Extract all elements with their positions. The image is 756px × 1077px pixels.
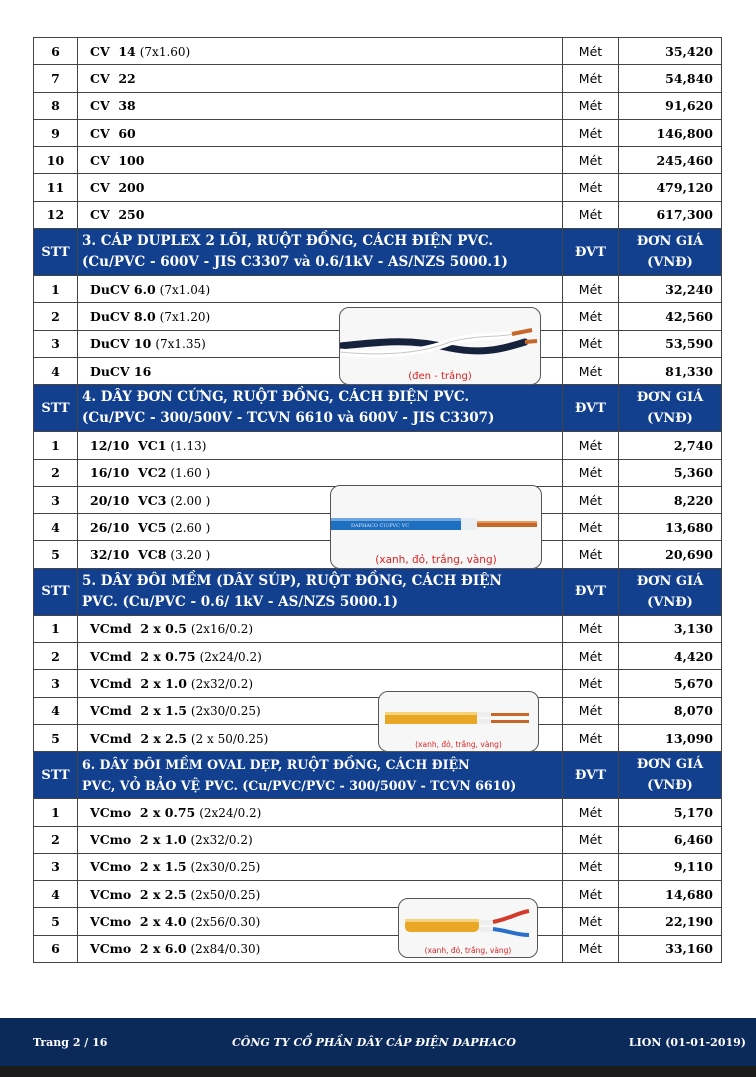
unit: Mét: [563, 92, 619, 119]
product-name: [78, 643, 563, 670]
table-row: [34, 65, 722, 92]
product-size: (2x30/0.25): [190, 860, 261, 875]
unit: Mét: [563, 514, 619, 541]
product-code: VCmd 2 x 1.0: [90, 675, 187, 691]
row-stt: 2: [34, 826, 78, 853]
header-price-line2: (VNĐ): [647, 411, 693, 427]
product-name: [78, 92, 563, 119]
product-code: 26/10 VC5: [90, 519, 167, 535]
header-stt: STT: [34, 385, 78, 432]
product-size: (2.60 ): [170, 520, 211, 535]
row-stt: 12: [34, 201, 78, 228]
table-row: [34, 119, 722, 146]
row-stt: 6: [34, 935, 78, 962]
product-code: 20/10 VC3: [90, 492, 167, 508]
product-size: (2x24/0.2): [199, 805, 262, 820]
table-row: [34, 908, 722, 935]
unit-price: 35,420: [619, 38, 722, 65]
product-name: [78, 38, 563, 65]
unit: Mét: [563, 826, 619, 853]
table-row: [34, 432, 722, 459]
row-stt: 5: [34, 724, 78, 751]
unit-price: 32,240: [619, 276, 722, 303]
header-price: [619, 385, 722, 432]
unit-price: 5,170: [619, 799, 722, 826]
product-code: VCmo 2 x 4.0: [90, 914, 187, 930]
footer-band: [0, 1066, 756, 1077]
product-code: VCmo 2 x 0.75: [90, 804, 196, 820]
unit: Mét: [563, 670, 619, 697]
oval-flat-wire-photo: [398, 898, 538, 958]
unit: Mét: [563, 459, 619, 486]
row-stt: 3: [34, 670, 78, 697]
section-title-line1: 3. CÁP DUPLEX 2 LÕI, RUỘT ĐỒNG, CÁCH ĐIỆN PVC.: [82, 233, 494, 250]
product-size: (2x32/0.2): [190, 676, 254, 691]
product-code: CV 22: [90, 70, 136, 86]
unit: Mét: [563, 38, 619, 65]
table-row: [34, 935, 722, 962]
product-name: [78, 432, 563, 459]
unit: Mét: [563, 853, 619, 880]
unit-price: 53,590: [619, 330, 722, 357]
section-title: [78, 229, 563, 276]
row-stt: 4: [34, 697, 78, 724]
row-stt: 4: [34, 881, 78, 908]
unit: Mét: [563, 697, 619, 724]
unit-price: 91,620: [619, 92, 722, 119]
product-size: (1.13): [170, 438, 207, 453]
row-stt: 9: [34, 119, 78, 146]
product-size: (7x1.04): [159, 282, 211, 297]
svg-text:DAPHACO CU/PVC VC: DAPHACO CU/PVC VC: [351, 523, 410, 529]
section-title-line1: 5. DÂY ĐÔI MỀM (DÂY SÚP), RUỘT ĐỒNG, CÁCH ĐIỆN: [82, 572, 502, 589]
company-name: CÔNG TY CỔ PHẦN DÂY CÁP ĐIỆN DAPHACO: [232, 1036, 516, 1049]
unit: Mét: [563, 643, 619, 670]
row-stt: 10: [34, 147, 78, 174]
row-stt: 4: [34, 357, 78, 384]
row-stt: 3: [34, 853, 78, 880]
section-title: [78, 385, 563, 432]
unit: Mét: [563, 935, 619, 962]
product-code: CV 200: [90, 180, 145, 196]
header-price-line2: (VNĐ): [647, 594, 693, 610]
section-title-line2: (Cu/PVC - 300/500V - TCVN 6610 và 600V - JIS C3307): [82, 410, 495, 427]
header-price-line1: ĐƠN GIÁ: [636, 234, 704, 250]
row-stt: 1: [34, 276, 78, 303]
product-code: VCmo 2 x 1.5: [90, 859, 187, 875]
product-code: DuCV 16: [90, 363, 152, 379]
row-stt: 2: [34, 459, 78, 486]
product-size: (2x16/0.2): [190, 622, 254, 637]
photo-caption: (xanh, đỏ, trắng, vàng): [375, 554, 497, 566]
header-unit: ĐVT: [563, 385, 619, 432]
unit: Mét: [563, 908, 619, 935]
product-code: DuCV 6.0: [90, 281, 156, 297]
unit-price: 9,110: [619, 853, 722, 880]
unit-price: 479,120: [619, 174, 722, 201]
unit: Mét: [563, 330, 619, 357]
table-row: [34, 615, 722, 642]
header-stt: STT: [34, 229, 78, 276]
header-price-line2: (VNĐ): [647, 255, 693, 271]
document-label: LION (01-01-2019): [628, 1036, 746, 1049]
table-row: [34, 853, 722, 880]
section-title-line2: PVC. (Cu/PVC - 0.6/ 1kV - AS/NZS 5000.1): [82, 593, 398, 610]
page-number: Trang 2 / 16: [33, 1036, 108, 1049]
single-wire-photo: [330, 485, 542, 569]
product-size: (7x1.20): [159, 310, 211, 325]
unit-price: 5,670: [619, 670, 722, 697]
unit-price: 8,070: [619, 697, 722, 724]
unit: Mét: [563, 615, 619, 642]
section-title-line1: 6. DÂY ĐÔI MỀM OVAL DẸP, RUỘT ĐỒNG, CÁCH ĐIỆN: [82, 757, 470, 773]
row-stt: 4: [34, 514, 78, 541]
table-row: [34, 881, 722, 908]
photo-caption: (xanh, đỏ, trắng, vàng): [415, 740, 502, 749]
duplex-cable-illustration: [340, 308, 540, 368]
row-stt: 1: [34, 799, 78, 826]
row-stt: 3: [34, 330, 78, 357]
product-name: [78, 615, 563, 642]
header-stt: STT: [34, 752, 78, 799]
row-stt: 11: [34, 174, 78, 201]
table-row: [34, 643, 722, 670]
product-code: 32/10 VC8: [90, 547, 167, 563]
row-stt: 6: [34, 38, 78, 65]
unit: Mét: [563, 432, 619, 459]
row-stt: 5: [34, 541, 78, 568]
unit: Mét: [563, 724, 619, 751]
table-row: [34, 201, 722, 228]
product-name: [78, 147, 563, 174]
product-name: [78, 853, 563, 880]
header-unit: ĐVT: [563, 568, 619, 615]
section-title: [78, 752, 563, 799]
unit: Mét: [563, 174, 619, 201]
unit-price: 22,190: [619, 908, 722, 935]
header-stt: STT: [34, 568, 78, 615]
row-stt: 3: [34, 486, 78, 513]
unit: Mét: [563, 486, 619, 513]
product-name: [78, 119, 563, 146]
section-header-6: [34, 752, 722, 799]
table-row: [34, 670, 722, 697]
product-size: (2x32/0.2): [190, 833, 253, 848]
product-size: (7x1.35): [155, 337, 206, 352]
product-code: CV 14: [90, 43, 136, 59]
unit: Mét: [563, 65, 619, 92]
header-price-line1: ĐƠN GIÁ: [636, 757, 704, 773]
product-name: [78, 826, 563, 853]
product-code: VCmo 2 x 6.0: [90, 941, 187, 957]
unit-price: 6,460: [619, 826, 722, 853]
section-title-line2: PVC, VỎ BẢO VỆ PVC. (Cu/PVC/PVC - 300/500V - TCVN 6610): [82, 778, 517, 794]
twin-flex-wire-illustration: [379, 692, 538, 738]
unit: Mét: [563, 147, 619, 174]
table-row: [34, 459, 722, 486]
unit-price: 3,130: [619, 615, 722, 642]
product-code: VCmd 2 x 2.5: [90, 730, 187, 746]
row-stt: 2: [34, 643, 78, 670]
table-row: [34, 826, 722, 853]
product-code: DuCV 8.0: [90, 309, 156, 325]
product-code: CV 38: [90, 98, 136, 114]
header-price: [619, 752, 722, 799]
unit-price: 2,740: [619, 432, 722, 459]
unit-price: 14,680: [619, 881, 722, 908]
product-size: (2.00 ): [170, 493, 211, 508]
row-stt: 7: [34, 65, 78, 92]
product-size: (3.20 ): [170, 548, 211, 563]
table-row: [34, 174, 722, 201]
product-size: (2x84/0.30): [190, 942, 261, 957]
product-size: (2x24/0.2): [199, 649, 262, 664]
product-name: [78, 799, 563, 826]
section-header-5: [34, 568, 722, 615]
unit-price: 4,420: [619, 643, 722, 670]
oval-flat-wire-illustration: [399, 899, 537, 943]
row-stt: 1: [34, 615, 78, 642]
unit: Mét: [563, 303, 619, 330]
table-row: [34, 38, 722, 65]
product-name: [78, 174, 563, 201]
product-code: VCmd 2 x 0.5: [90, 621, 187, 637]
table-row: [34, 92, 722, 119]
unit: Mét: [563, 799, 619, 826]
product-code: CV 250: [90, 207, 145, 223]
section-title-line1: 4. DÂY ĐƠN CỨNG, RUỘT ĐỒNG, CÁCH ĐIỆN PVC.: [82, 389, 470, 406]
section-title: [78, 568, 563, 615]
section-title-line2: (Cu/PVC - 600V - JIS C3307 và 0.6/1kV - AS/NZS 5000.1): [82, 254, 508, 271]
unit-price: 20,690: [619, 541, 722, 568]
unit-price: 81,330: [619, 357, 722, 384]
unit: Mét: [563, 276, 619, 303]
product-size: (2x30/0.25): [190, 704, 261, 719]
table-row: [34, 147, 722, 174]
product-code: VCmo 2 x 2.5: [90, 886, 187, 902]
unit: Mét: [563, 881, 619, 908]
product-size: (7x1.60): [139, 44, 191, 59]
product-code: CV 60: [90, 125, 136, 141]
table-row: [34, 276, 722, 303]
header-price: [619, 568, 722, 615]
unit-price: 54,840: [619, 65, 722, 92]
row-stt: 8: [34, 92, 78, 119]
section-header-3: [34, 229, 722, 276]
twin-flex-wire-photo: [378, 691, 539, 752]
unit-price: 8,220: [619, 486, 722, 513]
header-unit: ĐVT: [563, 229, 619, 276]
product-size: (2x56/0.30): [190, 915, 261, 930]
product-name: [78, 276, 563, 303]
product-code: VCmd 2 x 1.5: [90, 703, 187, 719]
unit-price: 245,460: [619, 147, 722, 174]
unit-price: 146,800: [619, 119, 722, 146]
product-code: VCmo 2 x 1.0: [90, 832, 187, 848]
unit: Mét: [563, 541, 619, 568]
product-code: 16/10 VC2: [90, 465, 167, 481]
product-code: DuCV 10: [90, 336, 152, 352]
page-footer: [0, 1018, 756, 1077]
unit: Mét: [563, 357, 619, 384]
unit-price: 42,560: [619, 303, 722, 330]
photo-caption: (đen - trắng): [408, 371, 472, 382]
header-price-line1: ĐƠN GIÁ: [636, 390, 704, 406]
product-name: [78, 65, 563, 92]
single-wire-illustration: [331, 486, 541, 548]
product-name: [78, 459, 563, 486]
section-header-4: [34, 385, 722, 432]
unit: Mét: [563, 201, 619, 228]
table-row: [34, 799, 722, 826]
header-unit: ĐVT: [563, 752, 619, 799]
product-size: (1.60 ): [170, 466, 211, 481]
unit: Mét: [563, 119, 619, 146]
unit-price: 5,360: [619, 459, 722, 486]
header-price-line1: ĐƠN GIÁ: [636, 573, 704, 589]
duplex-cable-photo: [339, 307, 541, 385]
header-price: [619, 229, 722, 276]
product-size: (2x50/0.25): [190, 887, 261, 902]
row-stt: 1: [34, 432, 78, 459]
product-size: (2 x 50/0.25): [190, 731, 269, 746]
row-stt: 2: [34, 303, 78, 330]
product-code: 12/10 VC1: [90, 437, 167, 453]
row-stt: 5: [34, 908, 78, 935]
unit-price: 13,090: [619, 724, 722, 751]
product-name: [78, 201, 563, 228]
unit-price: 617,300: [619, 201, 722, 228]
product-code: VCmd 2 x 0.75: [90, 648, 196, 664]
header-price-line2: (VNĐ): [647, 778, 693, 794]
product-code: CV 100: [90, 152, 145, 168]
unit-price: 13,680: [619, 514, 722, 541]
unit-price: 33,160: [619, 935, 722, 962]
photo-caption: (xanh, đỏ, trắng, vàng): [424, 946, 512, 955]
